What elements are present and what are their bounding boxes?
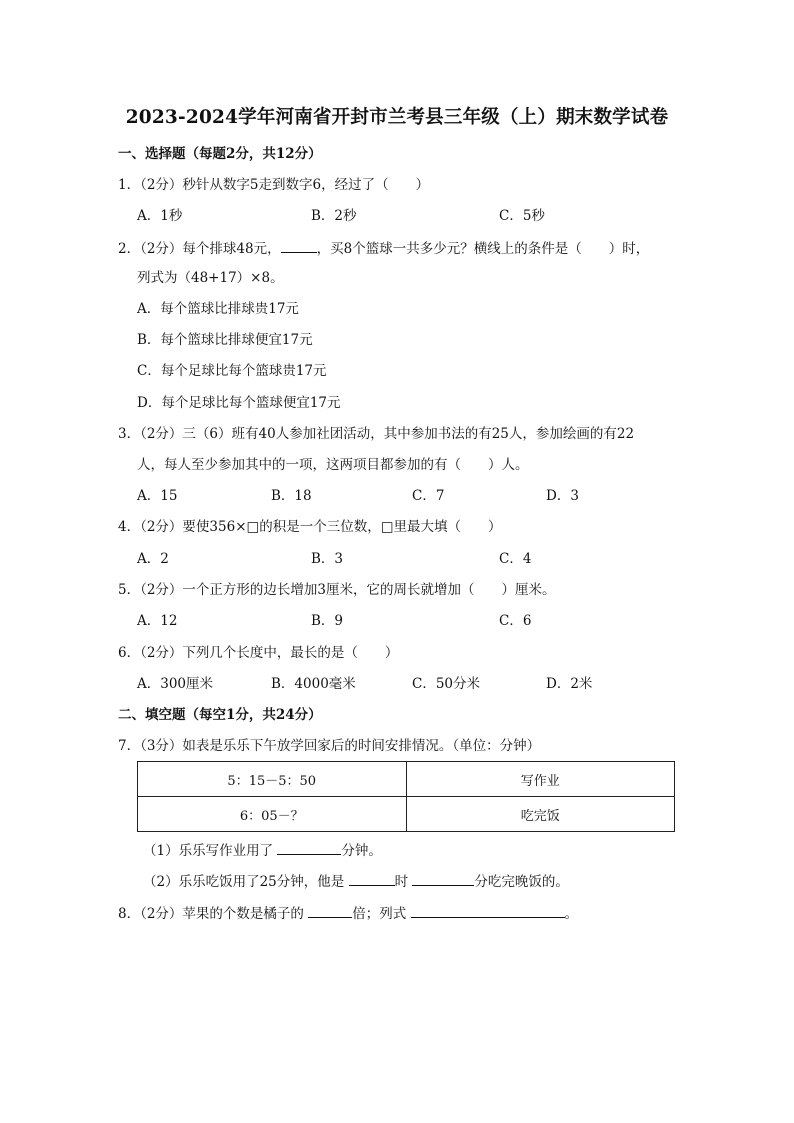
question-2-option-c: C．每个足球比每个篮球贵17元: [137, 363, 327, 379]
table-cell-activity: 吃完饭: [406, 797, 675, 832]
table-row: [138, 797, 675, 832]
question-6-stem: 6．（2分）下列几个长度中，最长的是（ ）: [118, 645, 399, 661]
question-7-sub2-blank-minute: [412, 871, 474, 886]
question-1-option-a: A．1秒: [137, 208, 183, 224]
question-2-stem-part1: 2．（2分）每个排球48元，: [118, 241, 281, 257]
question-7-sub1-unit: 分钟。: [341, 843, 382, 859]
question-3-option-b: B．18: [271, 488, 312, 504]
question-5-option-b: B．9: [311, 613, 344, 629]
question-1-stem: 1．（2分）秒针从数字5走到数字6，经过了（ ）: [118, 177, 430, 193]
question-2-stem-part2: ，买8个篮球一共多少元？横线上的条件是（ ）时，: [316, 241, 650, 257]
question-7-sub1: [143, 840, 382, 860]
question-8: [118, 903, 578, 923]
question-7-sub2: [143, 871, 569, 891]
question-7-sub1-blank: [277, 840, 341, 855]
question-7-sub2-tail: 分吃完晚饭的。: [474, 874, 569, 890]
question-3-option-d: D．3: [546, 488, 579, 504]
question-4-option-b: B．3: [311, 551, 344, 567]
question-7-sub2-blank-hour: [349, 871, 395, 886]
question-2-stem: [118, 238, 649, 258]
exam-title: 2023-2024学年河南省开封市兰考县三年级（上）期末数学试卷: [125, 107, 669, 128]
question-2-option-a: A．每个篮球比排球贵17元: [137, 301, 299, 317]
question-8-tail: 。: [564, 906, 579, 922]
question-3-stem-line2: 人，每人至少参加其中的一项，这两项目都参加的有（ ）人。: [137, 457, 529, 473]
question-6-option-a: A．300厘米: [137, 676, 214, 692]
question-4-stem: 4．（2分）要使356×□的积是一个三位数，□里最大填（ ）: [118, 519, 502, 535]
question-2-option-d: D．每个足球比每个篮球便宜17元: [137, 395, 341, 411]
question-7-sub1-text: （1）乐乐写作业用了: [143, 843, 274, 859]
question-4-option-a: A．2: [137, 551, 169, 567]
question-2-stem-line2: 列式为（48+17）×8。: [137, 270, 284, 286]
table-row: [138, 762, 675, 797]
question-8-text: 8．（2分）苹果的个数是橘子的: [118, 906, 304, 922]
table-cell-time: 6：05－？: [138, 797, 407, 832]
question-1-option-b: B．2秒: [311, 208, 357, 224]
question-5-stem: 5．（2分）一个正方形的边长增加3厘米，它的周长就增加（ ）厘米。: [118, 582, 556, 598]
question-1-option-c: C．5秒: [499, 208, 545, 224]
table-cell-time: 5：15－5：50: [138, 762, 407, 797]
section-fill-heading: 二、填空题（每空1分，共24分）: [118, 707, 322, 723]
question-3-option-a: A．15: [137, 488, 178, 504]
question-7-sub2-hour-label: 时: [394, 874, 409, 890]
question-3-option-c: C．7: [412, 488, 445, 504]
question-8-blank-formula: [411, 903, 565, 918]
question-8-mid: 倍；列式: [352, 906, 407, 922]
question-6-option-d: D．2米: [546, 676, 593, 692]
question-2-blank: [281, 238, 317, 253]
question-5-option-a: A．12: [137, 613, 178, 629]
question-6-option-b: B．4000毫米: [271, 676, 356, 692]
question-7-stem: 7．（3分）如表是乐乐下午放学回家后的时间安排情况。（单位：分钟）: [118, 738, 541, 754]
question-2-option-b: B．每个篮球比排球便宜17元: [137, 332, 313, 348]
table-cell-activity: 写作业: [406, 762, 675, 797]
schedule-table: [137, 761, 675, 832]
question-3-stem: 3．（2分）三（6）班有40人参加社团活动，其中参加书法的有25人，参加绘画的有22: [118, 426, 635, 442]
question-4-option-c: C．4: [499, 551, 532, 567]
question-5-option-c: C．6: [499, 613, 532, 629]
question-7-sub2-text: （2）乐乐吃饭用了25分钟，他是: [143, 874, 345, 890]
section-choice-heading: 一、选择题（每题2分，共12分）: [118, 146, 322, 162]
question-8-blank-ratio: [308, 903, 352, 918]
question-6-option-c: C．50分米: [412, 676, 481, 692]
